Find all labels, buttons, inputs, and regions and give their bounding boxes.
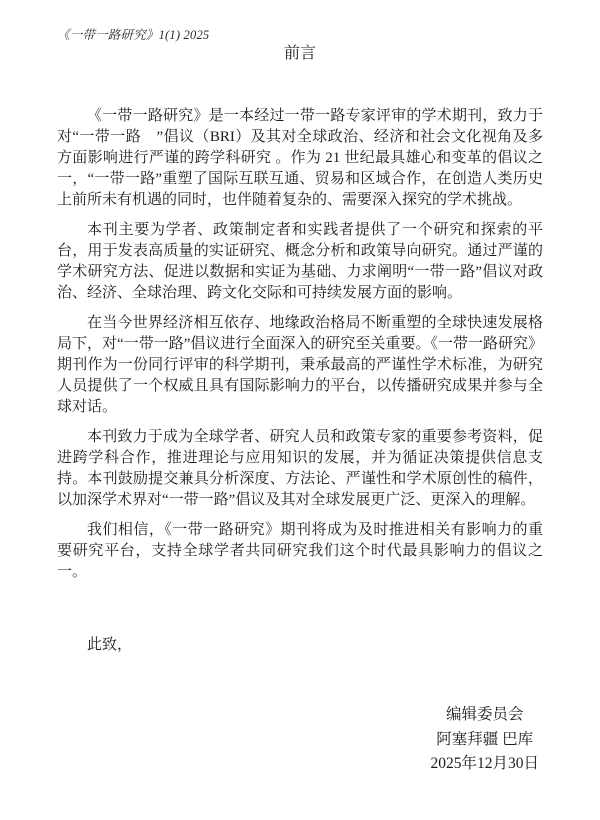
document-body xyxy=(57,106,543,583)
body-paragraph-4: 本刊致力于成为全球学者、研究人员和政策专家的重要参考资料，促进跨学科合作，推进理论与应用知识的发展，并为循证决策提供信息支持。本刊鼓励提交兼具分析深度、方法论、严谨性和学术原创性的稿件，以加深学术界对“一带一路”倡议及其对全球发展更广泛、更深入的理解。 xyxy=(57,429,543,508)
journal-citation-header: 《一带一路研究》1(1) 2025 xyxy=(57,28,210,42)
body-paragraph-2: 本刊主要为学者、政策制定者和实践者提供了一个研究和探索的平台，用于发表高质量的实证研究、概念分析和政策导向研究。通过严谨的学术研究方法、促进以数据和实证为基础、力求阐明“一带一路”倡议对政治、经济、全球治理、跨文化交际和可持续发展方面的影响。 xyxy=(57,222,543,301)
closing-salutation: 此致， xyxy=(87,637,133,653)
signature-date: 2025年12月30日 xyxy=(430,755,539,772)
signature-block xyxy=(430,703,539,777)
body-paragraph-3: 在当今世界经济相互依存、地缘政治格局不断重塑的全球快速发展格局下，对“一带一路”倡议进行全面深入的研究至关重要。《一带一路研究》期刊作为一份同行评审的科学期刊，秉承最高的严谨性学术标准，为研究人员提供了一个权威且具有国际影响力的平台，以传播研究成果并参与全球对话。 xyxy=(57,315,543,415)
signature-committee: 编辑委员会 xyxy=(445,706,524,723)
page-title: 前言 xyxy=(283,45,316,62)
body-paragraph-1: 《一带一路研究》是一本经过一带一路专家评审的学术期刊，致力于对“一带一路 ”倡议（BRI）及其对全球政治、经济和社会文化视角及多方面影响进行严谨的跨学科研究 。作为 21 世纪最具雄心和变革的倡议之一，“一带一路”重塑了国际互联互通、贸易和区域合作，在创造人类历史上前所未有机遇的同时，也伴随着复杂的、需要深入探究的学术挑战。 xyxy=(57,108,543,208)
signature-location: 阿塞拜疆 巴库 xyxy=(436,730,534,748)
body-paragraph-5: 我们相信，《一带一路研究》期刊将成为及时推进相关有影响力的重要研究平台，支持全球学者共同研究我们这个时代最具影响力的倡议之一。 xyxy=(57,522,543,580)
